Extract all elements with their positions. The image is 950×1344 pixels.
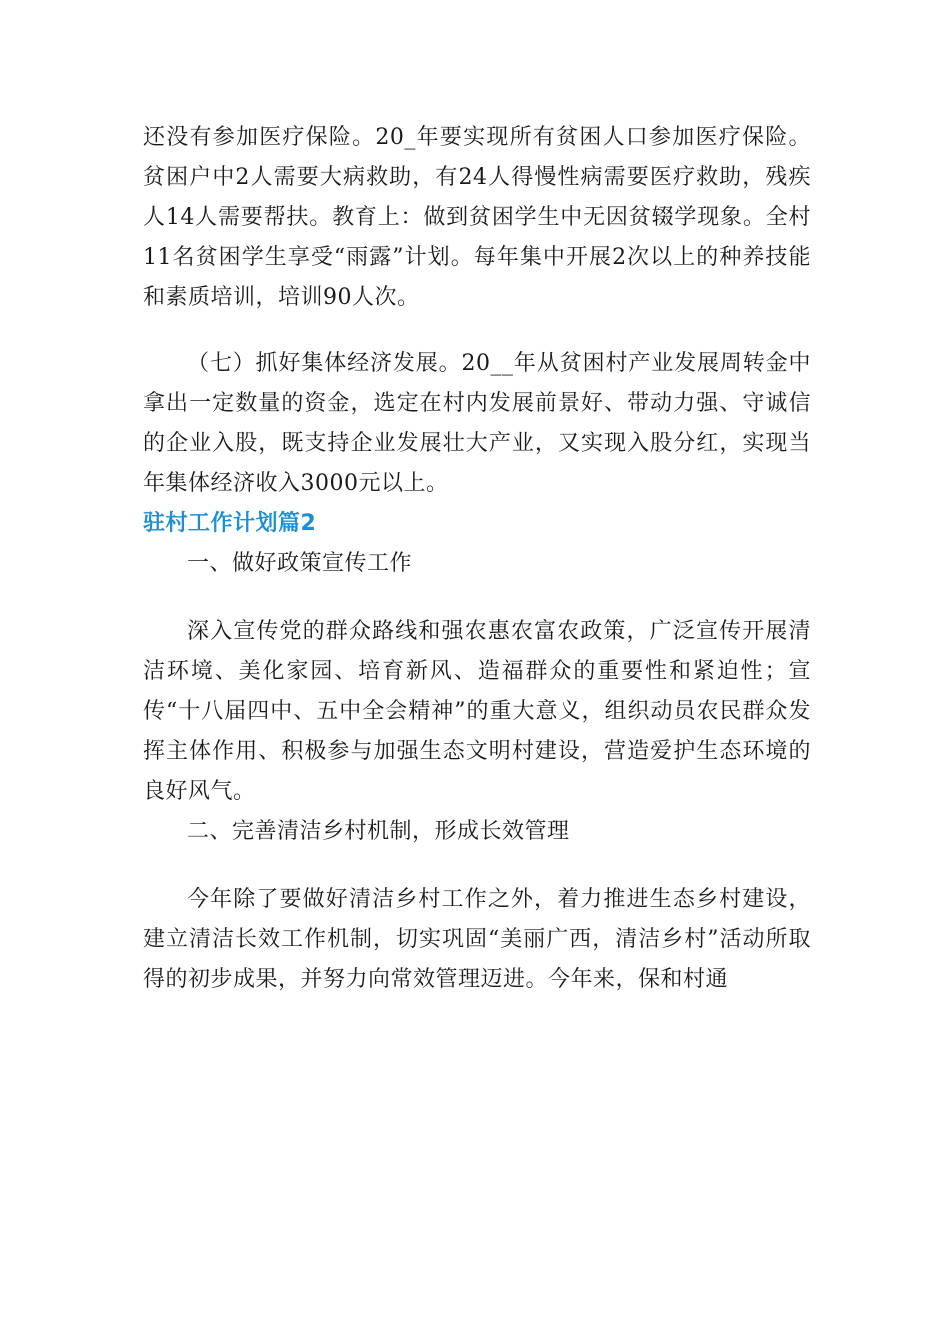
paragraph-continued: 还没有参加医疗保险。20_年要实现所有贫困人口参加医疗保险。贫困户中2人需要大病救助，有24人得慢性病需要医疗救助，残疾人14人需要帮扶。教育上：做到贫困学生中无因贫辍学现象。全村11名贫困学生享受“雨露”计划。每年集中开展2次以上的种养技能和素质培训，培训90人次。	[143, 125, 811, 310]
paragraph-item-seven: （七）抓好集体经济发展。20__年从贫困村产业发展周转金中拿出一定数量的资金，选定在村内发展前景好、带动力强、守诚信的企业入股，既支持企业发展壮大产业，又实现入股分红，实现当年集体经济收入3000元以上。	[143, 351, 811, 496]
paragraph-one: 深入宣传党的群众路线和强农惠农富农政策，广泛宣传开展清洁环境、美化家园、培育新风、造福群众的重要性和紧迫性；宣传“十八届四中、五中全会精神”的重大意义，组织动员农民群众发挥主体作用、积极参与加强生态文明村建设，营造爱护生态环境的良好风气。	[143, 619, 811, 804]
paragraph-two: 今年除了要做好清洁乡村工作之外，着力推进生态乡村建设，建立清洁长效工作机制，切实巩固“美丽广西，清洁乡村”活动所取得的初步成果，并努力向常效管理迈进。今年来，保和村通	[143, 887, 811, 992]
section-title: 驻村工作计划篇2	[143, 511, 317, 536]
subheading-one: 一、做好政策宣传工作	[187, 551, 413, 576]
document-page	[143, 118, 811, 1000]
subheading-two: 二、完善清洁乡村机制，形成长效管理	[187, 819, 570, 844]
